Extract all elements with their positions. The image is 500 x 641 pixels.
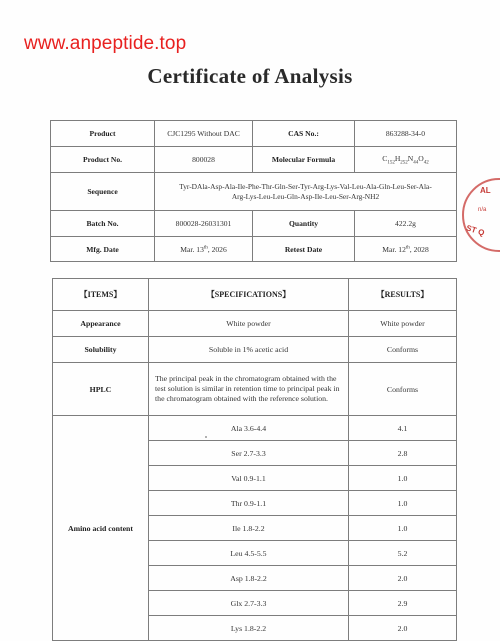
- amino-spec: Thr 0.9-1.1: [149, 491, 349, 516]
- formula-label: Molecular Formula: [253, 147, 355, 173]
- formula-c: C: [382, 153, 388, 163]
- retest-value: [355, 237, 457, 262]
- mfg-suffix: , 2026: [207, 244, 227, 254]
- amino-result: 1.0: [349, 466, 457, 491]
- quantity-label: Quantity: [253, 211, 355, 237]
- table-row: [53, 337, 457, 363]
- stamp-text-mid: n/a: [478, 207, 487, 213]
- result-hplc: Conforms: [349, 363, 457, 416]
- retest-label: Retest Date: [253, 237, 355, 262]
- table-row: [53, 363, 457, 416]
- amino-result: 4.1: [349, 416, 457, 441]
- mfg-label: Mfg. Date: [51, 237, 155, 262]
- info-row-sequence: [51, 173, 457, 211]
- product-value: CJC1295 Without DAC: [155, 121, 253, 147]
- mfg-sup: th: [203, 244, 208, 250]
- amino-result: 5.2: [349, 541, 457, 566]
- website-watermark: www.anpeptide.top: [24, 33, 187, 54]
- header-specifications: 【SPECIFICATIONS】: [149, 279, 349, 311]
- retest-sup: th: [405, 244, 410, 250]
- sequence-value: [155, 173, 457, 211]
- item-amino-acid-content: Amino acid content: [53, 416, 149, 641]
- amino-spec: Val 0.9-1.1: [149, 466, 349, 491]
- amino-result: 2.0: [349, 566, 457, 591]
- spec-hplc: The principal peak in the chromatogram obtained with the test solution is similar in retention time to principal peak in the chromatogram obtained with the reference solution.: [149, 363, 349, 416]
- cas-value: 863288-34-0: [355, 121, 457, 147]
- amino-result: 1.0: [349, 491, 457, 516]
- sequence-label: Sequence: [51, 173, 155, 211]
- stamp-text-top: AL: [480, 186, 491, 195]
- specifications-table: [52, 278, 457, 641]
- formula-o: O: [418, 153, 424, 163]
- product-no-value: 800028: [155, 147, 253, 173]
- amino-spec: Ser 2.7-3.3: [149, 441, 349, 466]
- item-appearance: Appearance: [53, 311, 149, 337]
- result-appearance: White powder: [349, 311, 457, 337]
- item-hplc: HPLC: [53, 363, 149, 416]
- mfg-prefix: Mar. 13: [180, 244, 204, 254]
- amino-result: 2.8: [349, 441, 457, 466]
- quantity-value: 422.2g: [355, 211, 457, 237]
- product-info-table: [50, 120, 457, 262]
- formula-h: H: [394, 153, 401, 163]
- info-row-product-no: [51, 147, 457, 173]
- spec-header-row: [53, 279, 457, 311]
- result-solubility: Conforms: [349, 337, 457, 363]
- amino-spec: Asp 1.8-2.2: [149, 566, 349, 591]
- item-solubility: Solubility: [53, 337, 149, 363]
- formula-value: [355, 147, 457, 173]
- sequence-line-2: Arg-Lys-Leu-Leu-Gln-Asp-Ile-Leu-Ser-Arg-NH2: [231, 191, 380, 201]
- info-row-dates: [51, 237, 457, 262]
- batch-label: Batch No.: [51, 211, 155, 237]
- spec-solubility: Soluble in 1% acetic acid: [149, 337, 349, 363]
- formula-n: N: [407, 153, 414, 163]
- formula-o-n: 42: [423, 160, 429, 166]
- amino-spec: Lys 1.8-2.2: [149, 616, 349, 641]
- header-results: 【RESULTS】: [349, 279, 457, 311]
- product-label: Product: [51, 121, 155, 147]
- formula-n-n: 44: [413, 160, 419, 166]
- amino-result: 1.0: [349, 516, 457, 541]
- retest-suffix: , 2028: [409, 244, 429, 254]
- batch-value: 800028-26031301: [155, 211, 253, 237]
- header-items: 【ITEMS】: [53, 279, 149, 311]
- amino-result: 2.9: [349, 591, 457, 616]
- cas-label: CAS No.:: [253, 121, 355, 147]
- formula-c-n: 152: [387, 160, 395, 166]
- amino-spec: Ile 1.8-2.2: [149, 516, 349, 541]
- table-row: [53, 416, 457, 441]
- product-no-label: Product No.: [51, 147, 155, 173]
- stamp-text-bottom: ST Q: [465, 223, 486, 238]
- retest-prefix: Mar. 12: [382, 244, 406, 254]
- amino-spec: Leu 4.5-5.5: [149, 541, 349, 566]
- mfg-value: [155, 237, 253, 262]
- info-row-product: [51, 121, 457, 147]
- table-row: [53, 311, 457, 337]
- spec-appearance: White powder: [149, 311, 349, 337]
- amino-spec: Ala 3.6-4.4: [149, 416, 349, 441]
- amino-spec: Glx 2.7-3.3: [149, 591, 349, 616]
- info-row-batch: [51, 211, 457, 237]
- formula-h-n: 252: [400, 160, 408, 166]
- scan-speck: [205, 436, 207, 438]
- page-title: Certificate of Analysis: [147, 64, 353, 88]
- sequence-line-1: Tyr-DAla-Asp-Ala-Ile-Phe-Thr-Gln-Ser-Tyr-Arg-Lys-Val-Leu-Ala-Gln-Leu-Ser-Ala-: [179, 181, 432, 191]
- amino-result: 2.0: [349, 616, 457, 641]
